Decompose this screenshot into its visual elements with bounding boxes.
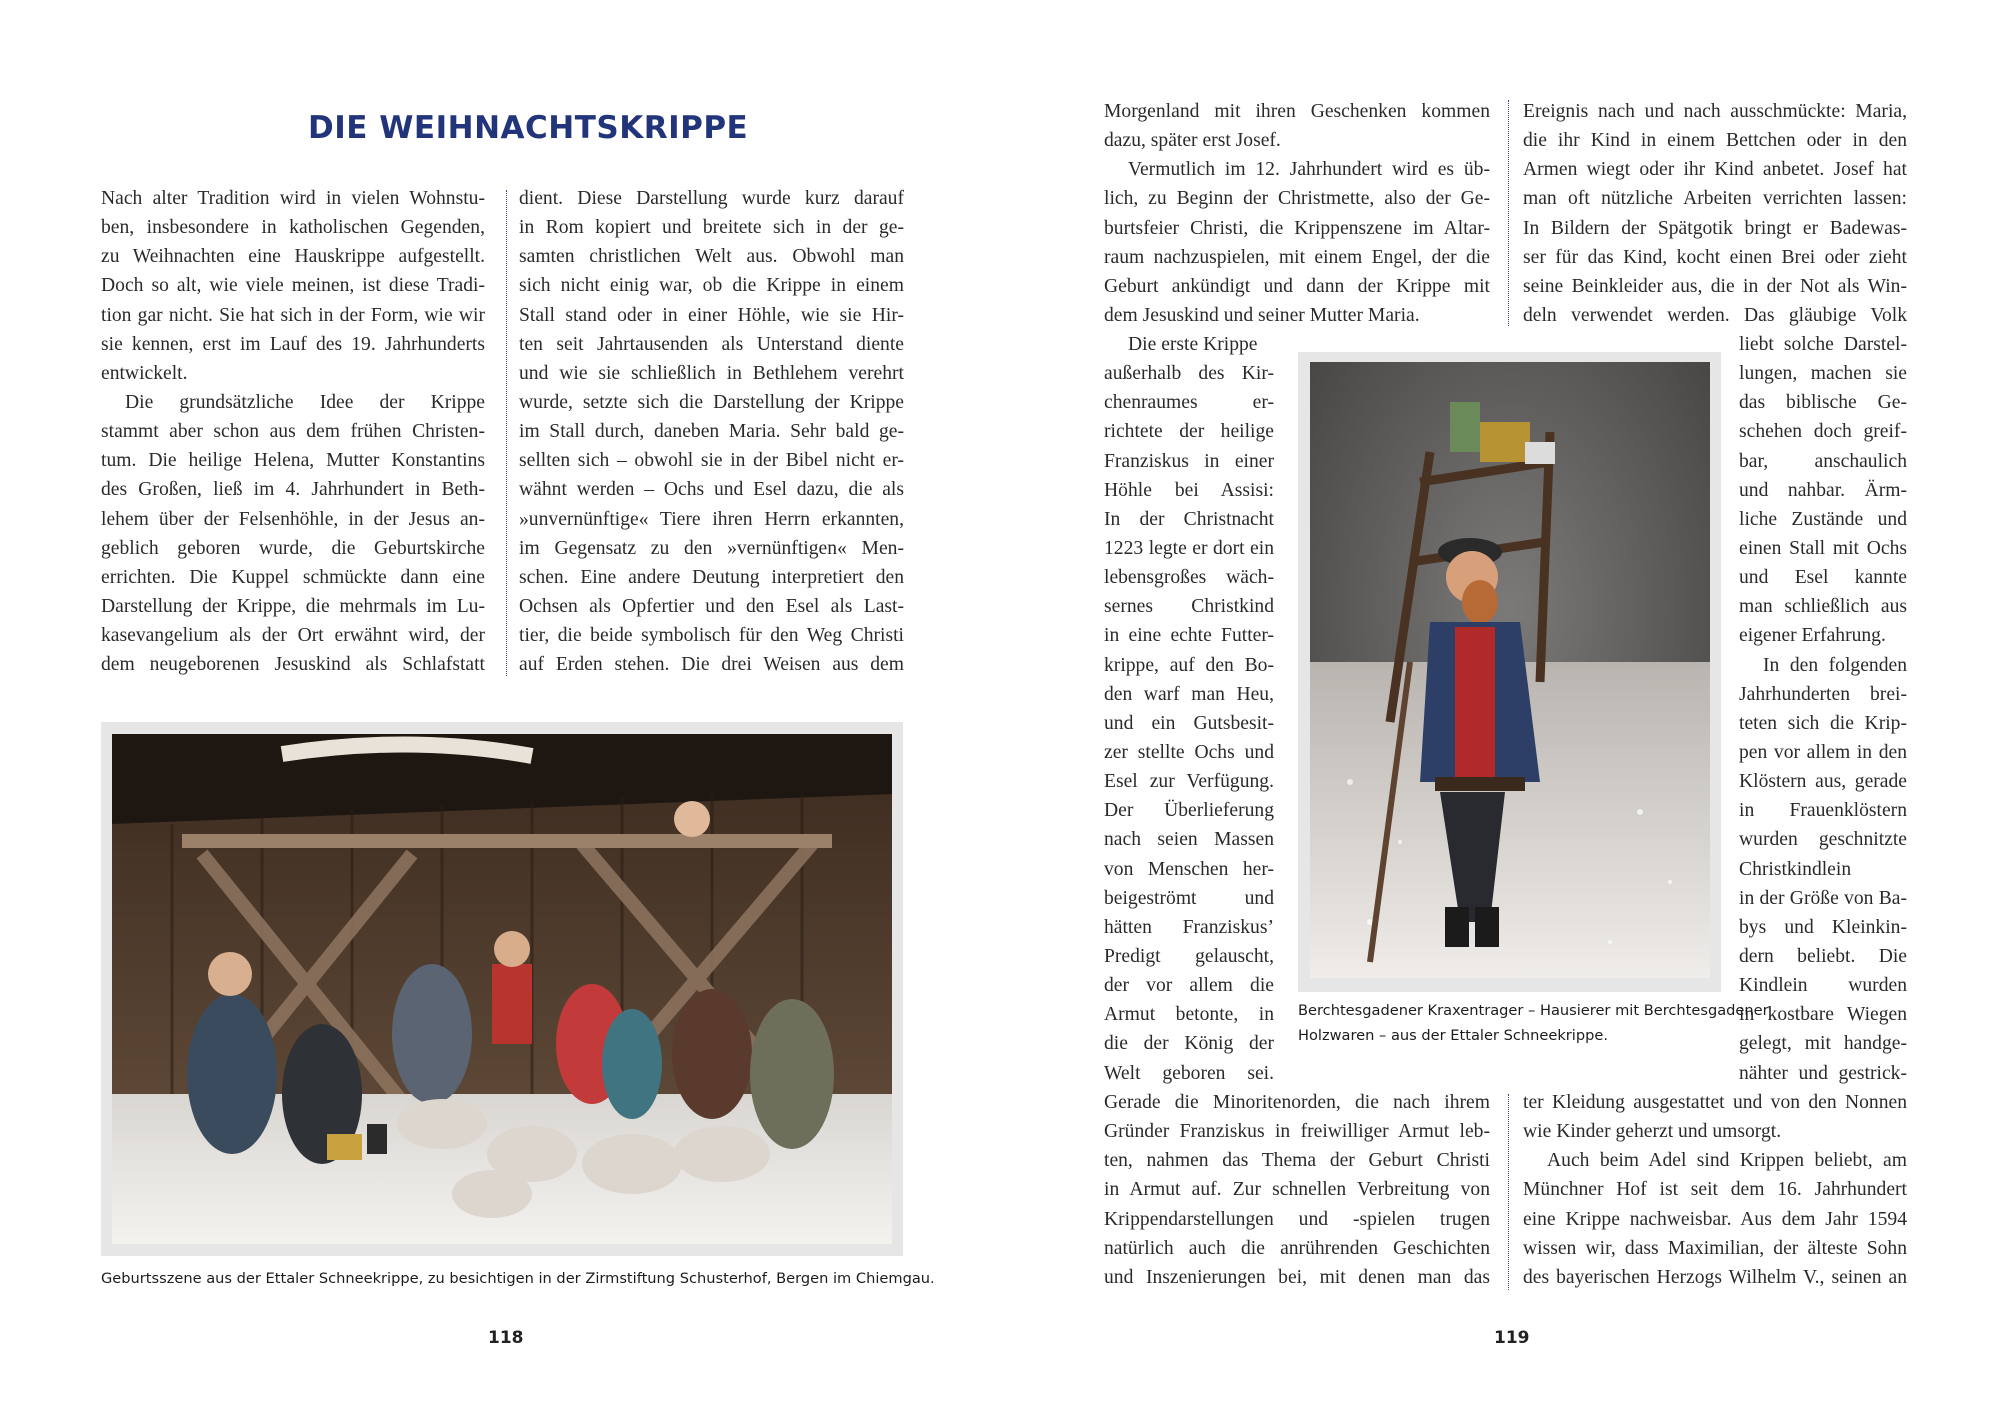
text-line: einen Stall mit Ochs: [1739, 537, 1907, 559]
text-line: im Stall durch, daneben Maria. Sehr bald ge-: [519, 421, 904, 443]
text-line: Krippendarstellungen und -spielen trugen: [1104, 1208, 1490, 1230]
text-line: Gerade die Minoritenorden, die nach ihrem: [1104, 1092, 1490, 1113]
text-line: lich, zu Beginn der Christmette, also der Ge-: [1104, 188, 1490, 210]
right-text-column-1-wrap: [1104, 330, 1274, 1088]
text-line: seine Beinkleider aus, die in der Not als Win-: [1523, 275, 1907, 297]
right-text-column-2-wrap: [1739, 330, 1907, 1088]
text-line: eine Krippe nachweisbar. Aus dem Jahr 1594: [1523, 1208, 1907, 1230]
column-divider: [506, 190, 507, 676]
right-text-column-1-top: [1104, 97, 1490, 330]
text-line: Morgenland mit ihren Geschenken kommen: [1104, 101, 1490, 122]
text-line: und Esel kannte: [1739, 567, 1907, 589]
text-line: Kindlein wurden: [1739, 975, 1907, 997]
text-line: In den folgenden: [1763, 654, 1907, 676]
text-line: burtsfeier Christi, die Krippenszene im Altar-: [1104, 217, 1490, 239]
text-line: Doch so alt, wie viele meinen, ist diese Tradi-: [101, 275, 485, 297]
text-line: dem neugeborenen Jesuskind als Schlafstatt: [101, 654, 485, 676]
text-line: des bayerischen Herzogs Wilhelm V., seinen an: [1523, 1266, 1907, 1288]
text-line: krippe, auf den Bo-: [1104, 654, 1274, 676]
kraxentrager-photo-caption-line-1: Berchtesgadener Kraxentrager – Hausierer mit Berchtesgadener: [1298, 1002, 1769, 1019]
text-line: Armen wiegt oder ihr Kind anbetet. Josef hat: [1523, 159, 1907, 181]
text-line: Stall stand oder in einer Höhle, wie sie Hir-: [519, 304, 904, 326]
column-divider-bottom: [1508, 1094, 1509, 1290]
text-line: Der Überlieferung: [1104, 800, 1274, 822]
text-line: deln verwendet werden. Das gläubige Volk: [1523, 304, 1907, 326]
text-line: schen. Eine andere Deutung interpretiert den: [519, 566, 904, 588]
text-line: bys und Kleinkin-: [1739, 916, 1907, 938]
text-line: pen vor allem in den: [1739, 741, 1907, 763]
left-text-column-1: [101, 184, 485, 679]
text-line: und ein Gutsbesit-: [1104, 712, 1274, 734]
text-line: ser für das Kind, kocht einen Brei oder zieht: [1523, 246, 1907, 268]
text-line: Vermutlich im 12. Jahrhundert wird es üb-: [1128, 159, 1490, 181]
text-line: den warf man Heu,: [1104, 683, 1274, 705]
text-line: des Großen, ließ im 4. Jahrhundert in Beth-: [101, 479, 485, 501]
text-line: Esel zur Verfügung.: [1104, 771, 1274, 793]
text-line: Ochsen als Opfertier und den Esel als Last-: [519, 595, 904, 617]
text-line: kasevangelium als der Ort erwähnt wird, der: [101, 625, 485, 647]
text-line: die ihr Kind in einem Bettchen oder in den: [1523, 130, 1907, 152]
text-line: Gründer Franziskus in freiwilliger Armut leb-: [1104, 1121, 1490, 1143]
kraxentrager-photo-caption-line-2: Holzwaren – aus der Ettaler Schneekrippe.: [1298, 1027, 1608, 1044]
text-line: wissen wir, dass Maximilian, der älteste Sohn: [1523, 1237, 1907, 1259]
left-text-column-2: [519, 184, 904, 679]
page-number-right: 119: [1494, 1328, 1530, 1348]
text-line: wähnt werden – Ochs und Esel dazu, die als: [519, 479, 904, 501]
text-line: schehen doch greif-: [1739, 421, 1907, 443]
text-line: wurden geschnitzte: [1739, 829, 1907, 851]
text-line: man schließlich aus: [1739, 596, 1907, 618]
text-line: in kostbare Wiegen: [1739, 1004, 1907, 1026]
page-title: DIE WEIHNACHTSKRIPPE: [308, 110, 749, 146]
text-line: samten christlichen Welt aus. Obwohl man: [519, 246, 904, 268]
text-line: stammt aber schon aus dem frühen Christen-: [101, 421, 485, 443]
text-line: der vor allem die: [1104, 975, 1274, 997]
text-line: Münchner Hof ist seit dem 16. Jahrhundert: [1523, 1179, 1907, 1201]
text-line: In Bildern der Spätgotik bringt er Badewas-: [1523, 217, 1907, 239]
text-line: lungen, machen sie: [1739, 363, 1907, 385]
text-line: in eine echte Futter-: [1104, 625, 1274, 647]
text-line: tion gar nicht. Sie hat sich in der Form, wie wir: [101, 304, 485, 326]
text-line: auf Erden stehen. Die drei Weisen aus dem: [519, 654, 904, 676]
text-line: natürlich auch die anrührenden Geschichten: [1104, 1237, 1490, 1259]
text-line: dazu, später erst Josef.: [1104, 130, 1281, 152]
text-line: die der König der: [1104, 1033, 1274, 1055]
text-line: Jahrhunderten brei-: [1739, 683, 1907, 705]
text-line: lehem über der Felsenhöhle, in der Jesus an-: [101, 508, 485, 530]
nativity-scene-photo: [112, 734, 892, 1244]
text-line: errichten. Die Kuppel schmückte dann eine: [101, 566, 485, 588]
text-line: in Frauenklöstern: [1739, 800, 1907, 822]
text-line: entwickelt.: [101, 362, 188, 384]
text-line: hätten Franziskus’: [1104, 916, 1274, 938]
text-line: zu Weihnachten eine Hauskrippe aufgestellt.: [101, 246, 485, 268]
text-line: »unvernünftige« Tiere ihren Herrn erkannten,: [519, 508, 904, 530]
text-line: richtete der heilige: [1104, 421, 1274, 443]
text-line: sernes Christkind: [1104, 596, 1274, 618]
text-line: Geburt ankündigt und dann der Krippe mit: [1104, 275, 1490, 297]
text-line: chenraumes er-: [1104, 392, 1274, 414]
text-line: Ereignis nach und nach ausschmückte: Maria,: [1523, 101, 1907, 122]
page-number-left: 118: [488, 1328, 524, 1348]
text-line: und Inszenierungen bei, mit denen man das: [1104, 1266, 1490, 1288]
text-line: in Rom kopiert und breitete sich in der ge-: [519, 217, 904, 239]
text-line: liebt solche Darstel-: [1739, 334, 1907, 355]
kraxentrager-photo: [1310, 362, 1710, 978]
text-line: bar, anschaulich: [1739, 450, 1907, 472]
text-line: ter Kleidung ausgestattet und von den Nonnen: [1523, 1092, 1907, 1113]
text-line: Die erste Krippe: [1128, 334, 1258, 355]
text-line: wurde, setzte sich die Darstellung der Krippe: [519, 391, 904, 413]
text-line: Höhle bei Assisi:: [1104, 479, 1274, 501]
text-line: ten, nahmen das Thema der Geburt Christi: [1104, 1150, 1490, 1172]
text-line: sellten sich – obwohl sie in der Bibel nicht er-: [519, 450, 904, 472]
text-line: tum. Die heilige Helena, Mutter Konstantins: [101, 450, 485, 472]
text-line: gelegt, mit handge-: [1739, 1033, 1907, 1055]
text-line: ben, insbesondere in katholischen Gegenden,: [101, 217, 485, 239]
text-line: nach seien Massen: [1104, 829, 1274, 851]
text-line: und wie sie schließlich in Bethlehem verehrt: [519, 362, 904, 384]
right-page: [1000, 0, 2000, 1412]
text-line: sich nicht einig war, ob die Krippe in einem: [519, 275, 904, 297]
text-line: In der Christnacht: [1104, 508, 1274, 530]
text-line: das biblische Ge-: [1739, 392, 1907, 414]
text-line: wie Kinder geherzt und umsorgt.: [1523, 1121, 1782, 1143]
text-line: im Gegensatz zu den »vernünftigen« Men-: [519, 537, 904, 559]
text-line: Welt geboren sei.: [1104, 1062, 1274, 1084]
text-line: und nahbar. Ärm-: [1739, 479, 1907, 501]
text-line: Christkindlein: [1739, 858, 1852, 880]
text-line: raum nachzuspielen, mit einem Engel, der die: [1104, 246, 1490, 268]
text-line: man oft nützliche Arbeiten verrichten lassen:: [1523, 188, 1907, 210]
text-line: 1223 legte er dort ein: [1104, 537, 1274, 559]
text-line: Klöstern aus, gerade: [1739, 771, 1907, 793]
text-line: Predigt gelauscht,: [1104, 945, 1274, 967]
text-line: sie kennen, erst im Lauf des 19. Jahrhunderts: [101, 333, 485, 355]
text-line: Nach alter Tradition wird in vielen Wohnstu-: [101, 188, 485, 209]
text-line: Die grundsätzliche Idee der Krippe: [125, 391, 485, 413]
right-text-column-2-top: [1523, 97, 1907, 330]
nativity-photo-caption: Geburtsszene aus der Ettaler Schneekrippe, zu besichtigen in der Zirmstiftung Schusterhof, Bergen im Chiemgau.: [101, 1270, 935, 1287]
text-line: dient. Diese Darstellung wurde kurz darauf: [519, 188, 904, 209]
text-line: eigener Erfahrung.: [1739, 625, 1886, 647]
text-line: zer stellte Ochs und: [1104, 741, 1274, 763]
text-line: tier, die beide symbolisch für den Weg Christi: [519, 625, 904, 647]
text-line: von Menschen her-: [1104, 858, 1274, 880]
text-line: Franziskus in einer: [1104, 450, 1274, 472]
right-text-column-1-bottom: [1104, 1088, 1490, 1292]
text-line: in der Größe von Ba-: [1739, 887, 1907, 909]
column-divider-top: [1508, 100, 1509, 326]
text-line: ten seit Jahrtausenden als Unterstand diente: [519, 333, 904, 355]
text-line: in Armut auf. Zur schnellen Verbreitung von: [1104, 1179, 1490, 1201]
text-line: lebensgroßes wäch-: [1104, 567, 1274, 589]
text-line: beigeströmt und: [1104, 887, 1274, 909]
text-line: Darstellung der Krippe, die mehrmals im Lu-: [101, 595, 485, 617]
text-line: liche Zustände und: [1739, 508, 1907, 530]
text-line: teten sich die Krip-: [1739, 712, 1907, 734]
text-line: nähter und gestrick-: [1739, 1062, 1907, 1084]
text-line: außerhalb des Kir-: [1104, 363, 1274, 385]
text-line: Auch beim Adel sind Krippen beliebt, am: [1547, 1150, 1907, 1172]
text-line: Armut betonte, in: [1104, 1004, 1274, 1026]
right-text-column-2-bottom: [1523, 1088, 1907, 1292]
text-line: geblich geboren wurde, die Geburtskirche: [101, 537, 485, 559]
text-line: dem Jesuskind und seiner Mutter Maria.: [1104, 304, 1420, 326]
text-line: dern beliebt. Die: [1739, 945, 1907, 967]
